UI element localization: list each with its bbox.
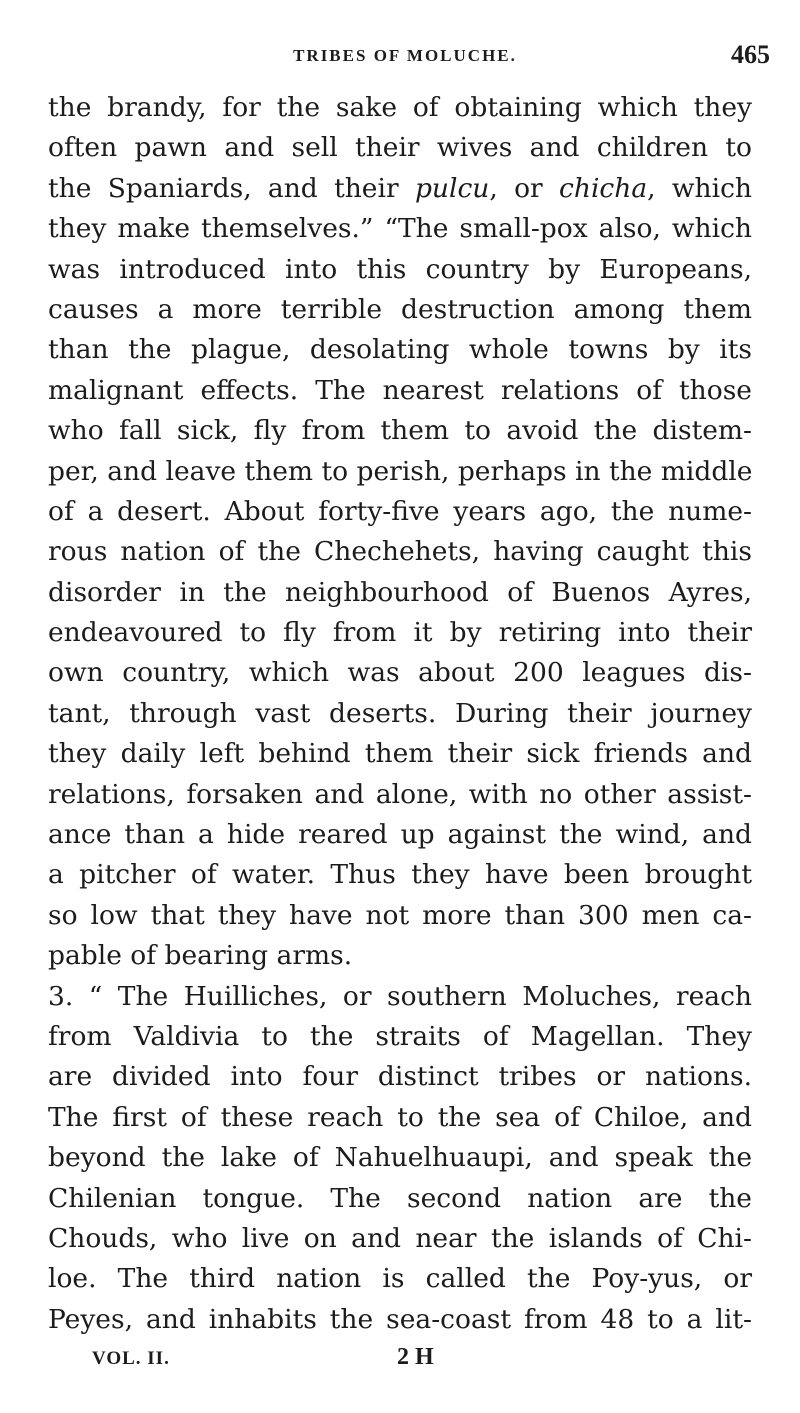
text-line: disorder in the neighbourhood of Buenos Ayres, [48, 576, 752, 608]
text-line: so low that they have not more than 300 men ca- [48, 899, 752, 931]
page-footer [92, 1342, 492, 1382]
text-line: relations, forsaken and alone, with no other assist- [48, 778, 752, 810]
volume-label: VOL. II. [92, 1348, 170, 1369]
text-line: endeavoured to fly from it by retiring into their [48, 617, 752, 649]
text-line: Chouds, who live on and near the islands of Chi- [48, 1222, 752, 1254]
text-line: the Spaniards, and their pulcu, or chicha, which [48, 172, 752, 204]
text-line: a pitcher of water. Thus they have been brought [48, 859, 752, 891]
text-line: Peyes, and inhabits the sea-coast from 48 to a lit- [48, 1303, 752, 1335]
body-text [48, 88, 752, 1340]
running-head [40, 40, 770, 72]
running-title: TRIBES OF MOLUCHE. [293, 46, 517, 65]
text-line: the brandy, for the sake of obtaining which they [48, 92, 752, 123]
signature-mark: 2 H [397, 1344, 434, 1370]
text-line: The first of these reach to the sea of Chiloe, and [48, 1101, 752, 1133]
page-number: 465 [731, 40, 770, 69]
text-line: tant, through vast deserts. During their journey [48, 697, 752, 729]
text-line: 3. “ The Huilliches, or southern Moluches, reach [48, 980, 752, 1012]
text-line: ance than a hide reared up against the wind, and [48, 819, 752, 851]
text-line: from Valdivia to the straits of Magellan. They [48, 1020, 752, 1052]
text-line: often pawn and sell their wives and children to [48, 132, 752, 164]
text-line: than the plague, desolating whole towns by its [48, 334, 752, 366]
text-line: beyond the lake of Nahuelhuaupi, and speak the [48, 1142, 752, 1174]
text-line: own country, which was about 200 leagues dis- [48, 657, 752, 689]
text-line: malignant effects. The nearest relations of those [48, 374, 752, 406]
text-line: loe. The third nation is called the Poy-yus, or [48, 1263, 752, 1295]
text-line: Chilenian tongue. The second nation are the [48, 1182, 752, 1214]
text-line: pable of bearing arms. [48, 940, 353, 972]
text-line: are divided into four distinct tribes or nations. [48, 1061, 752, 1093]
text-line: causes a more terrible destruction among them [48, 293, 752, 325]
text-line: per, and leave them to perish, perhaps in the middle [48, 455, 753, 487]
text-line: they make themselves.” “The small-pox also, which [48, 213, 752, 245]
text-line: was introduced into this country by Europeans, [48, 253, 752, 285]
text-line: of a desert. About forty-five years ago, the nume- [48, 495, 752, 527]
text-line: rous nation of the Chechehets, having caught this [48, 536, 752, 568]
text-line: they daily left behind them their sick friends and [48, 738, 752, 770]
text-line: who fall sick, fly from them to avoid the distem- [48, 415, 752, 447]
